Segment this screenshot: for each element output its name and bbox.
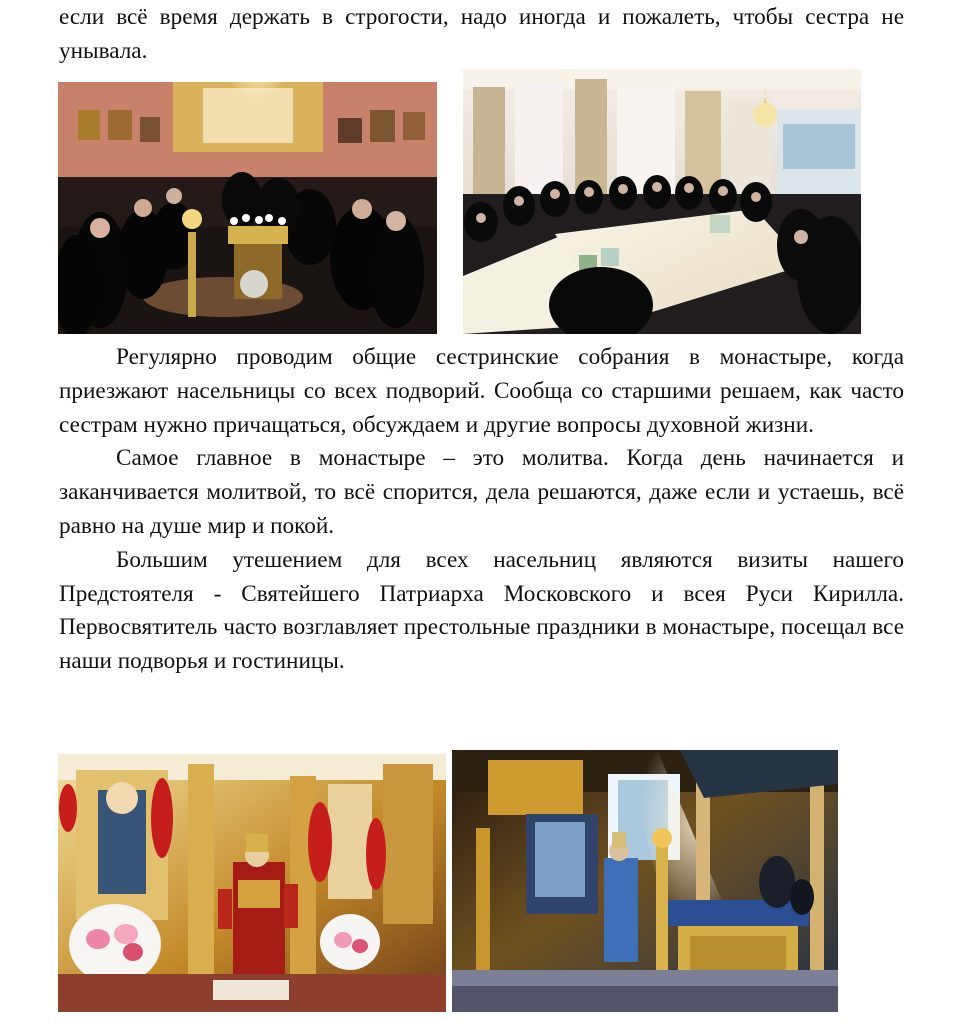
paragraph-patriarch-visits: Большим утешением для всех насельниц являются визиты нашего Предстоятеля - Святейшего Патриарха Московского и всея Руси Кирилла. Первосвятитель часто возглавляет престольные праздники в монастыре, посещал все наши подворья и гостиницы. xyxy=(59,546,904,675)
paragraph-prayer: Самое главное в монастыре – это молитва. Когда день начинается и заканчивается молитвой, то всё спорится, дела решаются, даже если и устаешь, всё равно на душе мир и покой. xyxy=(59,445,904,539)
intro-paragraph: если всё время держать в строгости, надо иногда и пожалеть, чтобы сестра не унывала. xyxy=(59,4,904,64)
patriarch-service-photo xyxy=(58,754,446,1012)
altar-liturgy-photo xyxy=(452,750,838,1012)
main-text-block xyxy=(59,341,904,679)
paragraph-sisters-meetings: Регулярно проводим общие сестринские собрания в монастыре, когда приезжают насельницы со всех подворий. Сообща со старшими решаем, как часто сестрам нужно причащаться, обсуждаем и другие вопросы духовной жизни. xyxy=(59,344,904,438)
intro-paragraph-block xyxy=(59,1,904,69)
sisters-meeting-photo xyxy=(463,69,861,334)
nuns-prayer-service-photo xyxy=(58,82,437,334)
